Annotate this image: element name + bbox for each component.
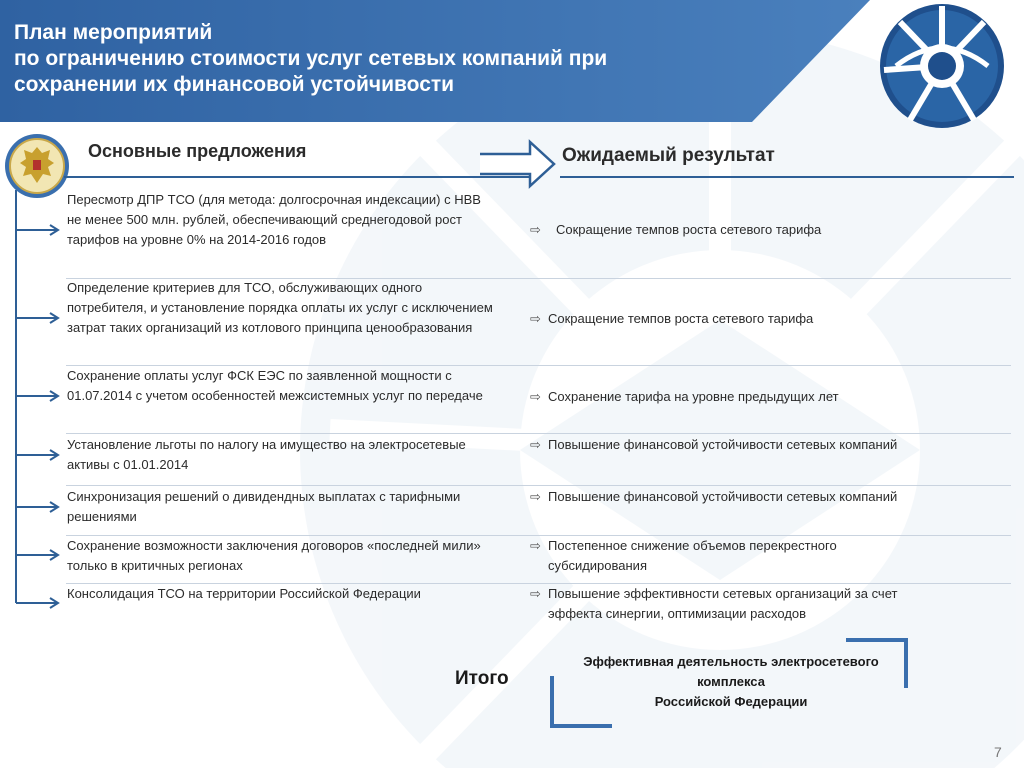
- result-text: Повышение финансовой устойчивости сетевых компаний: [548, 489, 898, 504]
- result-arrow-icon: ⇨: [530, 489, 541, 504]
- result-text: Сохранение тарифа на уровне предыдущих лет: [548, 389, 839, 404]
- result-item: [530, 584, 930, 624]
- result-text: Повышение эффективности сетевых организаций за счет эффекта синергии, оптимизации расходов: [548, 586, 898, 621]
- coat-of-arms-icon: [4, 133, 70, 199]
- result-text: Сокращение темпов роста сетевого тарифа: [556, 222, 822, 237]
- summary-line-2: комплекса: [697, 674, 765, 689]
- row-separator: [66, 485, 1011, 486]
- proposal-item: Установление льготы по налогу на имущество на электросетевые активы с 01.01.2014: [67, 437, 466, 472]
- result-item: [530, 309, 930, 329]
- row-separator: [66, 433, 1011, 434]
- result-arrow-icon: ⇨: [530, 437, 541, 452]
- right-arrow-icon: [478, 138, 558, 190]
- result-text: Повышение финансовой устойчивости сетевых компаний: [548, 437, 898, 452]
- proposal-item: Консолидация ТСО на территории Российской Федерации: [67, 586, 421, 601]
- title-line-1: План мероприятий: [14, 21, 213, 44]
- result-arrow-icon: ⇨: [530, 311, 541, 326]
- result-arrow-icon: ⇨: [530, 222, 541, 237]
- page-number: 7: [994, 744, 1002, 760]
- result-item: [530, 536, 930, 576]
- results-heading: Ожидаемый результат: [562, 145, 775, 166]
- result-arrow-icon: ⇨: [530, 538, 541, 553]
- proposal-item: Сохранение возможности заключения договоров «последней мили» только в критичных регионах: [67, 538, 481, 573]
- title-line-2: по ограничению стоимости услуг сетевых компаний при: [14, 47, 608, 70]
- result-item: [530, 435, 930, 455]
- summary-text: [556, 652, 906, 712]
- result-arrow-icon: ⇨: [530, 389, 541, 404]
- company-logo-icon: [876, 0, 1008, 132]
- proposal-item: Определение критериев для ТСО, обслуживающих одного потребителя, и установление порядка оплаты их услуг с исключением затрат таких организаций из котлового принципа ценообразования: [67, 280, 493, 335]
- summary-label: Итого: [455, 668, 509, 689]
- result-arrow-icon: ⇨: [530, 586, 541, 601]
- proposal-item: Пересмотр ДПР ТСО (для метода: долгосрочная индексации) с НВВ не менее 500 млн. рублей, обеспечивающий среднегодовой рост тарифов на уровне 0% на 2014-2016 годов: [67, 192, 481, 247]
- title-line-3: сохранении их финансовой устойчивости: [14, 73, 455, 96]
- summary-line-1: Эффективная деятельность электросетевого: [583, 654, 879, 669]
- results-heading-underline: [560, 176, 1014, 178]
- result-item: [530, 220, 930, 240]
- proposals-heading: Основные предложения: [88, 141, 307, 161]
- result-item: [530, 387, 930, 407]
- proposal-item: Сохранение оплаты услуг ФСК ЕЭС по заявленной мощности с 01.07.2014 с учетом особенностей межсистемных услуг по передаче: [67, 368, 483, 403]
- proposal-item: Синхронизация решений о дивидендных выплатах с тарифными решениями: [67, 489, 461, 524]
- result-text: Сокращение темпов роста сетевого тарифа: [548, 311, 814, 326]
- result-text: Постепенное снижение объемов перекрестного субсидирования: [548, 538, 837, 573]
- summary-line-3: Российской Федерации: [654, 694, 808, 709]
- proposals-heading-underline: [64, 176, 534, 178]
- result-item: [530, 487, 930, 507]
